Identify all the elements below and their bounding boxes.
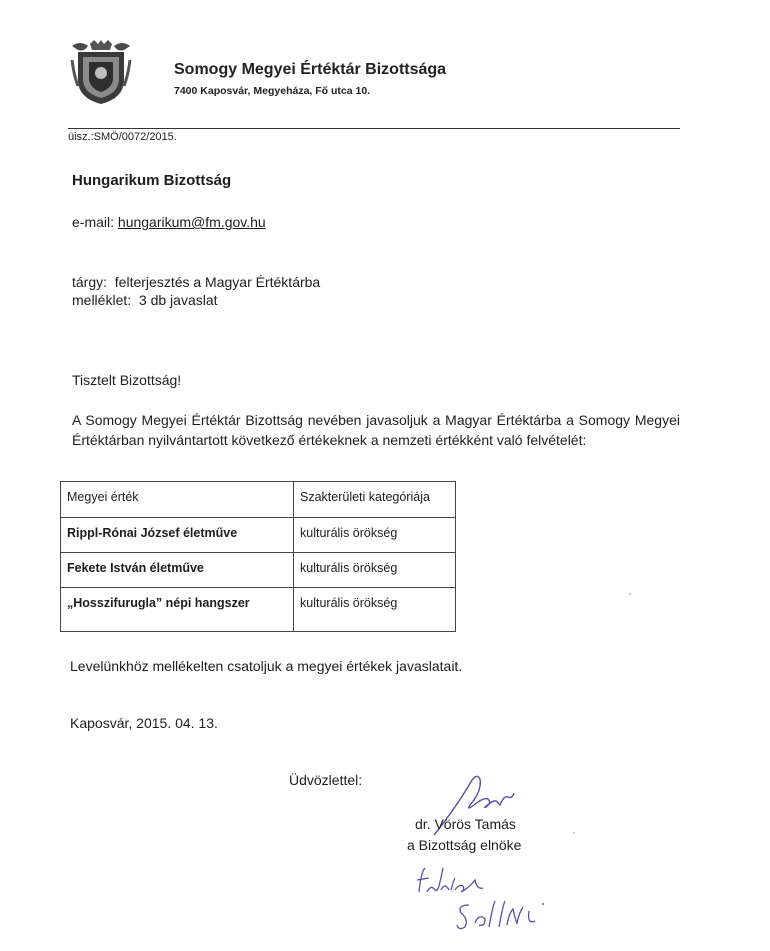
table-cell-value: Rippl-Rónai József életműve bbox=[61, 518, 294, 553]
reference-number: üisz.:SMÖ/0072/2015. bbox=[68, 131, 177, 143]
table-cell-category: kulturális örökség bbox=[294, 553, 456, 588]
table-cell-value: Fekete István életműve bbox=[61, 553, 294, 588]
letter-body: A Somogy Megyei Értéktár Bizottság nevében javasoljuk a Magyar Értéktárba a Somogy Megyei Értéktárban nyilvántartott következő értékeknek a nemzeti értékként való felvételét: bbox=[72, 412, 680, 448]
table-cell-value: „Hosszifurugla” népi hangszer bbox=[61, 588, 294, 632]
table-row bbox=[61, 553, 456, 588]
attachment-line bbox=[72, 292, 218, 308]
email-link[interactable]: hungarikum@fm.gov.hu bbox=[117, 214, 266, 230]
table-header-row bbox=[61, 482, 456, 518]
subject-line bbox=[72, 274, 320, 290]
attachment-label: melléklet: bbox=[72, 292, 132, 308]
subject-value: felterjesztés a Magyar Értéktárba bbox=[114, 274, 321, 290]
signer-title: a Bizottság elnöke bbox=[407, 837, 522, 853]
table-cell-category: kulturális örökség bbox=[294, 588, 456, 632]
header-divider bbox=[68, 128, 680, 129]
place-date: Kaposvár, 2015. 04. 13. bbox=[70, 715, 218, 731]
attachment-value: 3 db javaslat bbox=[138, 292, 218, 308]
county-crest-icon bbox=[70, 40, 132, 106]
table-header-cell: Szakterületi kategóriája bbox=[294, 482, 456, 518]
subject-label: tárgy: bbox=[72, 274, 108, 290]
email-label: e-mail: bbox=[72, 214, 115, 230]
scan-speck bbox=[573, 832, 575, 834]
signer-name: dr. Vörös Tamás bbox=[415, 816, 516, 832]
scan-speck bbox=[629, 593, 631, 595]
table-cell-category: kulturális örökség bbox=[294, 518, 456, 553]
recipient-email-line bbox=[72, 214, 266, 230]
table-row bbox=[61, 518, 456, 553]
closing-sentence: Levelünkhöz mellékelten csatoljuk a megyei értékek javaslatait. bbox=[70, 658, 463, 674]
recipient-name: Hungarikum Bizottság bbox=[72, 172, 232, 189]
table-row bbox=[61, 588, 456, 632]
greeting: Üdvözlettel: bbox=[289, 772, 363, 788]
handwritten-initials-mark bbox=[455, 895, 565, 935]
table-header-cell: Megyei érték bbox=[61, 482, 294, 518]
salutation: Tisztelt Bizottság! bbox=[72, 372, 182, 388]
org-address: 7400 Kaposvár, Megyeháza, Fő utca 10. bbox=[174, 85, 371, 97]
values-table bbox=[60, 481, 456, 632]
org-name: Somogy Megyei Értéktár Bizottsága bbox=[174, 61, 447, 78]
